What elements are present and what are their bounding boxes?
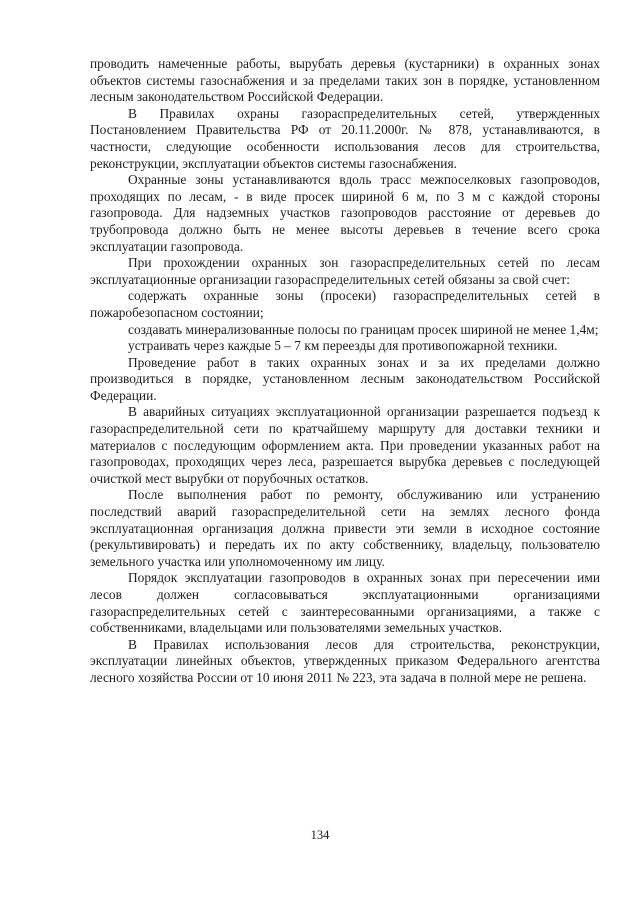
paragraph-coordination: Порядок эксплуатации газопроводов в охранных зонах при пересечении ими лесов должен согласовываться эксплуатационными организациями газораспределительных сетей с заинтересованными организациями, а также с собственниками, владельцами или пользователями земельных участков. [90,570,600,636]
paragraph-work-order: Проведение работ в таких охранных зонах и за их пределами должно производиться в порядке, установленном лесным законодательством Российской Федерации. [90,354,600,403]
page-number: 134 [310,828,330,842]
paragraph-conclusion: В Правилах использования лесов для строительства, реконструкции, эксплуатации линейных объектов, утвержденных приказом Федерального агентства лесного хозяйства России от 10 июня 2011 № 223, эта задача в полной мере не решена. [90,636,600,685]
paragraph-rules-intro: В Правилах охраны газораспределительных сетей, утвержденных Постановлением Правительства РФ от 20.11.2000г. № 878, устанавливаются, в частности, следующие особенности использования лесов для строительства, реконструкции, эксплуатации объектов системы газоснабжения. [90,105,600,171]
paragraph-obligations-intro: При прохождении охранных зон газораспределительных сетей по лесам эксплуатационные организации газораспределительных сетей обязаны за свой счет: [90,255,600,287]
body-text [90,56,600,687]
paragraph-continuation: проводить намеченные работы, вырубать деревья (кустарники) в охранных зонах объектов системы газоснабжения и за пределами таких зон в порядке, установленном лесным законодательством Российской Федерации. [90,56,600,105]
paragraph-protection-zones: Охранные зоны устанавливаются вдоль трасс межпоселковых газопроводов, проходящих по лесам, - в виде просек шириной 6 м, по 3 м с каждой стороны газопровода. Для надземных участков газопроводов расстояние от деревьев до трубопровода должно быть не менее высоты деревьев в течение всего срока эксплуатации газопровода. [90,172,600,254]
paragraph-emergency: В аварийных ситуациях эксплуатационной организации разрешается подъезд к газораспределительной сети по кратчайшему маршруту для доставки техники и материалов с последующим оформлением акта. При проведении указанных работ на газопроводах, проходящих через леса, разрешается вырубка деревьев с последующей очисткой мест вырубки от порубочных остатков. [90,404,600,486]
paragraph-obligation-2: создавать минерализованные полосы по границам просек шириной не менее 1,4м; [128,321,599,337]
paragraph-obligation-3: устраивать через каждые 5 – 7 км переезды для противопожарной техники. [128,338,558,354]
paragraph-recultivation: После выполнения работ по ремонту, обслуживанию или устранению последствий аварий газораспределительной сети на землях лесного фонда эксплуатационная организация должна привести эти земли в исходное состояние (рекультивировать) и передать их по акту собственнику, владельцу, пользователю земельного участка или уполномоченному им лицу. [90,487,600,569]
paragraph-obligation-1: содержать охранные зоны (просеки) газораспределительных сетей в пожаробезопасном состоянии; [90,288,600,320]
